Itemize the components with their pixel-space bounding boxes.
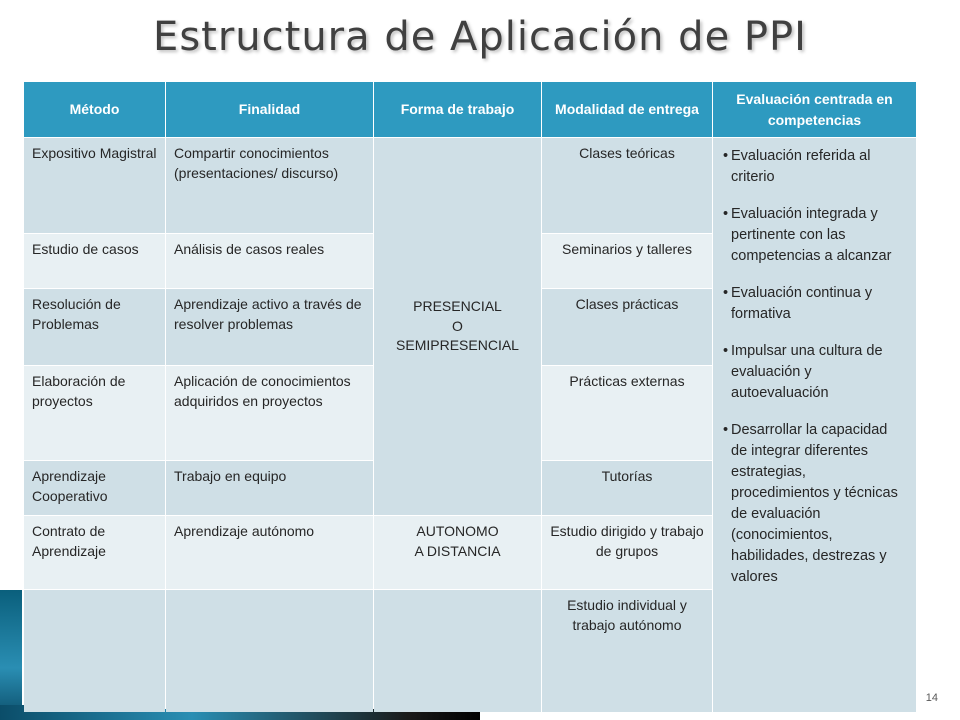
cell-finalidad: Aprendizaje activo a través de resolver problemas bbox=[166, 289, 373, 365]
evaluacion-item: • Evaluación referida al criterio bbox=[723, 146, 906, 188]
page-number: 14 bbox=[925, 692, 938, 704]
evaluacion-item: • Impulsar una cultura de evaluación y autoevaluación bbox=[723, 341, 906, 404]
cell-modalidad: Estudio dirigido y trabajo de grupos bbox=[542, 516, 712, 589]
evaluacion-list bbox=[723, 146, 906, 588]
cell-modalidad: Clases prácticas bbox=[542, 289, 712, 365]
header-metodo: Método bbox=[24, 82, 165, 137]
cell-finalidad-empty bbox=[166, 590, 373, 712]
header-modalidad-de-entrega: Modalidad de entrega bbox=[542, 82, 712, 137]
evaluacion-item: • Desarrollar la capacidad de integrar diferentes estrategias, procedimientos y técnicas de evaluación (conocimientos, habilidades, destrezas y valores bbox=[723, 420, 906, 588]
cell-evaluacion bbox=[713, 138, 916, 712]
header-forma-de-trabajo: Forma de trabajo bbox=[374, 82, 541, 137]
forma-autonomo-line: AUTONOMO bbox=[416, 523, 499, 539]
cell-finalidad: Compartir conocimientos (presentaciones/ discurso) bbox=[166, 138, 373, 233]
evaluacion-item: • Evaluación continua y formativa bbox=[723, 283, 906, 325]
forma-presencial-line: O bbox=[452, 317, 463, 334]
header-evaluacion: Evaluación centrada en competencias bbox=[713, 82, 916, 137]
ppi-structure-table bbox=[24, 82, 916, 709]
cell-modalidad: Prácticas externas bbox=[542, 366, 712, 460]
cell-metodo: Elaboración de proyectos bbox=[24, 366, 165, 460]
cell-finalidad: Aprendizaje autónomo bbox=[166, 516, 373, 589]
cell-modalidad: Tutorías bbox=[542, 461, 712, 515]
cell-modalidad: Estudio individual y trabajo autónomo bbox=[542, 590, 712, 712]
cell-forma-empty bbox=[374, 590, 541, 712]
cell-finalidad: Trabajo en equipo bbox=[166, 461, 373, 515]
cell-metodo: Resolución de Problemas bbox=[24, 289, 165, 365]
cell-forma-autonomo bbox=[374, 516, 541, 589]
forma-autonomo-line: A DISTANCIA bbox=[414, 542, 501, 559]
cell-finalidad: Análisis de casos reales bbox=[166, 234, 373, 288]
cell-metodo-empty bbox=[24, 590, 165, 712]
slide-title: Estructura de Aplicación de PPI bbox=[153, 14, 807, 60]
decorative-left-bar bbox=[0, 590, 22, 720]
cell-metodo: Contrato de Aprendizaje bbox=[24, 516, 165, 589]
forma-presencial-line: PRESENCIAL bbox=[413, 298, 502, 315]
evaluacion-item: • Evaluación integrada y pertinente con las competencias a alcanzar bbox=[723, 204, 906, 267]
cell-metodo: Aprendizaje Cooperativo bbox=[24, 461, 165, 515]
cell-forma-presencial bbox=[374, 138, 541, 515]
cell-finalidad: Aplicación de conocimientos adquiridos en proyectos bbox=[166, 366, 373, 460]
cell-modalidad: Clases teóricas bbox=[542, 138, 712, 233]
forma-presencial-line: SEMIPRESENCIAL bbox=[396, 337, 519, 354]
cell-metodo: Estudio de casos bbox=[24, 234, 165, 288]
cell-metodo: Expositivo Magistral bbox=[24, 138, 165, 233]
cell-modalidad: Seminarios y talleres bbox=[542, 234, 712, 288]
header-finalidad: Finalidad bbox=[166, 82, 373, 137]
